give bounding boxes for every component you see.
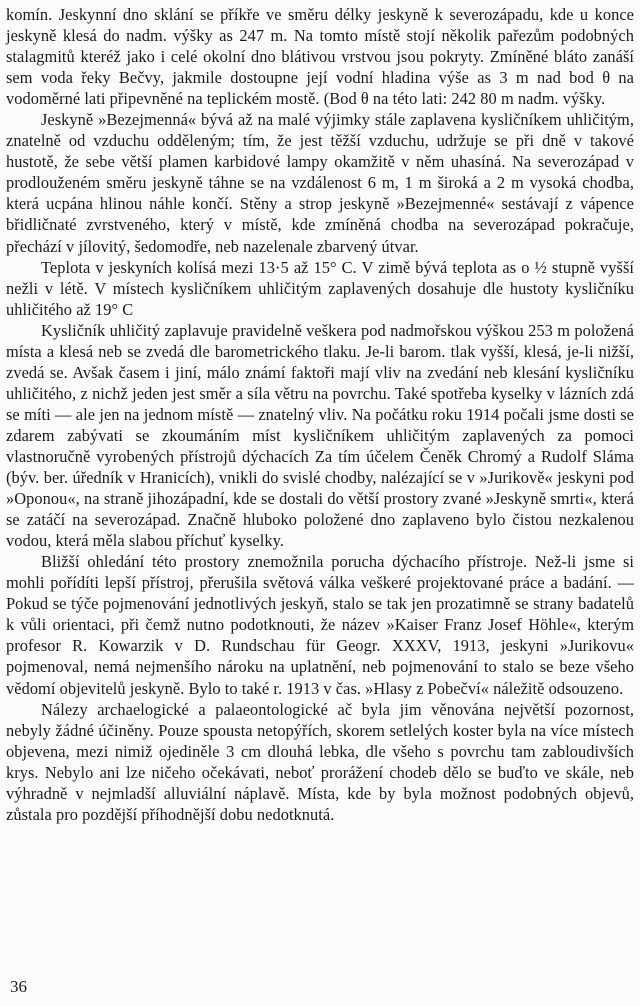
paragraph-exploration: Bližší ohledání této prostory znemožnila porucha dýchacího přístroje. Než-li jsme si mohli pořídíti lepší přístroj, přerušila světová válka veškeré projektované práce a badání. — Pokud se týče pojmenování jednotlivých jeskyň, stalo se tak jen prozatimně se strany badatelů k vůli orientaci, při čemž nutno podotknouti, že název »Kaiser Franz Josef Höhle«, kterým profesor R. Kowarzik v D. Rundschau für Geogr. XXXV, 1913, jeskyni »Jurikovu« pojmenoval, nemá nejmenšího nároku na uplatnění, neb pojmenování to stalo se beze všeho vědomí objevitelů jeskyně. Bylo to také r. 1913 v čas. »Hlasy z Pobečví« náležitě odsouzeno.: [6, 552, 634, 698]
paragraph-nameless-cave: Jeskyně »Bezejmenná« bývá až na malé výjimky stále zaplavena kysličníkem uhličitým, znatelně od vzduchu odděleným; tím, že jest těžší vzduchu, udržuje se při dně v takové hustotě, že sebe větší plamen karbidové lampy okamžitě v něm uhasíná. Na severozápad v prodlouženém směru jeskyně táhne se na vzdálenost 6 m, 1 m široká a 2 m vysoká chodba, která ucpána hlinou náhle končí. Stěny a strop jeskyně »Bezejmenné« sestávají z vápence břidličnaté zvrstveného, který v místě, kde zmíněná chodba na severozápad pokračuje, přechází v jílovitý, šedomodře, neb nazelenale zbarvený útvar.: [6, 110, 634, 256]
page-text: [6, 4, 634, 825]
page-number: 36: [10, 977, 27, 996]
paragraph-findings: Nálezy archaelogické a palaeontologické ač byla jim věnována největší pozornost, nebyly žádné účiněny. Pouze spousta netopýřích, skorem setlelých koster byla na více místech objevena, mezi nimiž ojediněle 3 cm dlouhá lebka, dle všeho s povrchu tam zabloudivších krys. Nebylo ani lze ničeho očekávati, neboť prorážení chodeb dělo se buďto ve skále, neb výhradně v nejmladší alluviální náplavě. Místa, kde by byla možnost podobných objevů, zůstala pro pozdější příhodnější dobu nedotknutá.: [6, 699, 634, 824]
paragraph-temperature: Teplota v jeskyních kolísá mezi 13·5 až 15° C. V zimě bývá teplota as o ½ stupně vyšší nežli v létě. V místech kysličníkem uhličitým zaplavených dosahuje dle hustoty kysličníku uhličitého až 19° C: [6, 257, 634, 319]
paragraph-cave-floor: komín. Jeskynní dno sklání se příkře ve směru délky jeskyně k severozápadu, kde u konce jeskyně klesá do nadm. výšky as 247 m. Na tomto místě stojí několik pařezům podobných stalagmitů kteréž jako i celé okolní dno blátivou vrstvou jsou pokryty. Zmíněné bláto zanáší sem voda řeky Bečvy, jakmile dostoupne její vodní hladina výše as 3 m nad bod θ na vodoměrné lati připevněné na teplickém mostě. (Bod θ na této lati: 242 80 m nadm. výšky.: [6, 5, 634, 109]
paragraph-carbon-dioxide: Kysličník uhličitý zaplavuje pravidelně veškera pod nadmořskou výškou 253 m položená místa a klesá neb se zvedá dle barometrického tlaku. Je-li barom. tlak vyšší, klesá, je-li nižší, zvedá se. Avšak časem i jiní, málo známí faktoři mají vliv na zvedání neb klesání kysličníku uhličitého, z nichž jeden jest směr a síla větru na povrchu. Také spotřeba kyselky v lázních zdá se míti — ale jen na jednom místě — znatelný vliv. Na počátku roku 1914 počali jsme dosti se zdarem zabývati se zkoumáním míst kysličníkem uhličitým zaplavených za pomoci vlastnoručně vyrobených přístrojů dýchacích Za tím účelem Čeněk Chromý a Rudolf Sláma (býv. ber. úředník v Hranicích), vnikli do svislé chodby, nalézající se v »Jurikově« jeskyni pod »Oponou«, na straně jihozápadní, kde se dostali do větší prostory zvané »Jeskyně smrti«, která se zatáčí na severozápad. Značně hluboko položené dno zaplaveno bylo čistou nezkalenou vodou, která měla slabou příchuť kyselky.: [6, 320, 634, 551]
